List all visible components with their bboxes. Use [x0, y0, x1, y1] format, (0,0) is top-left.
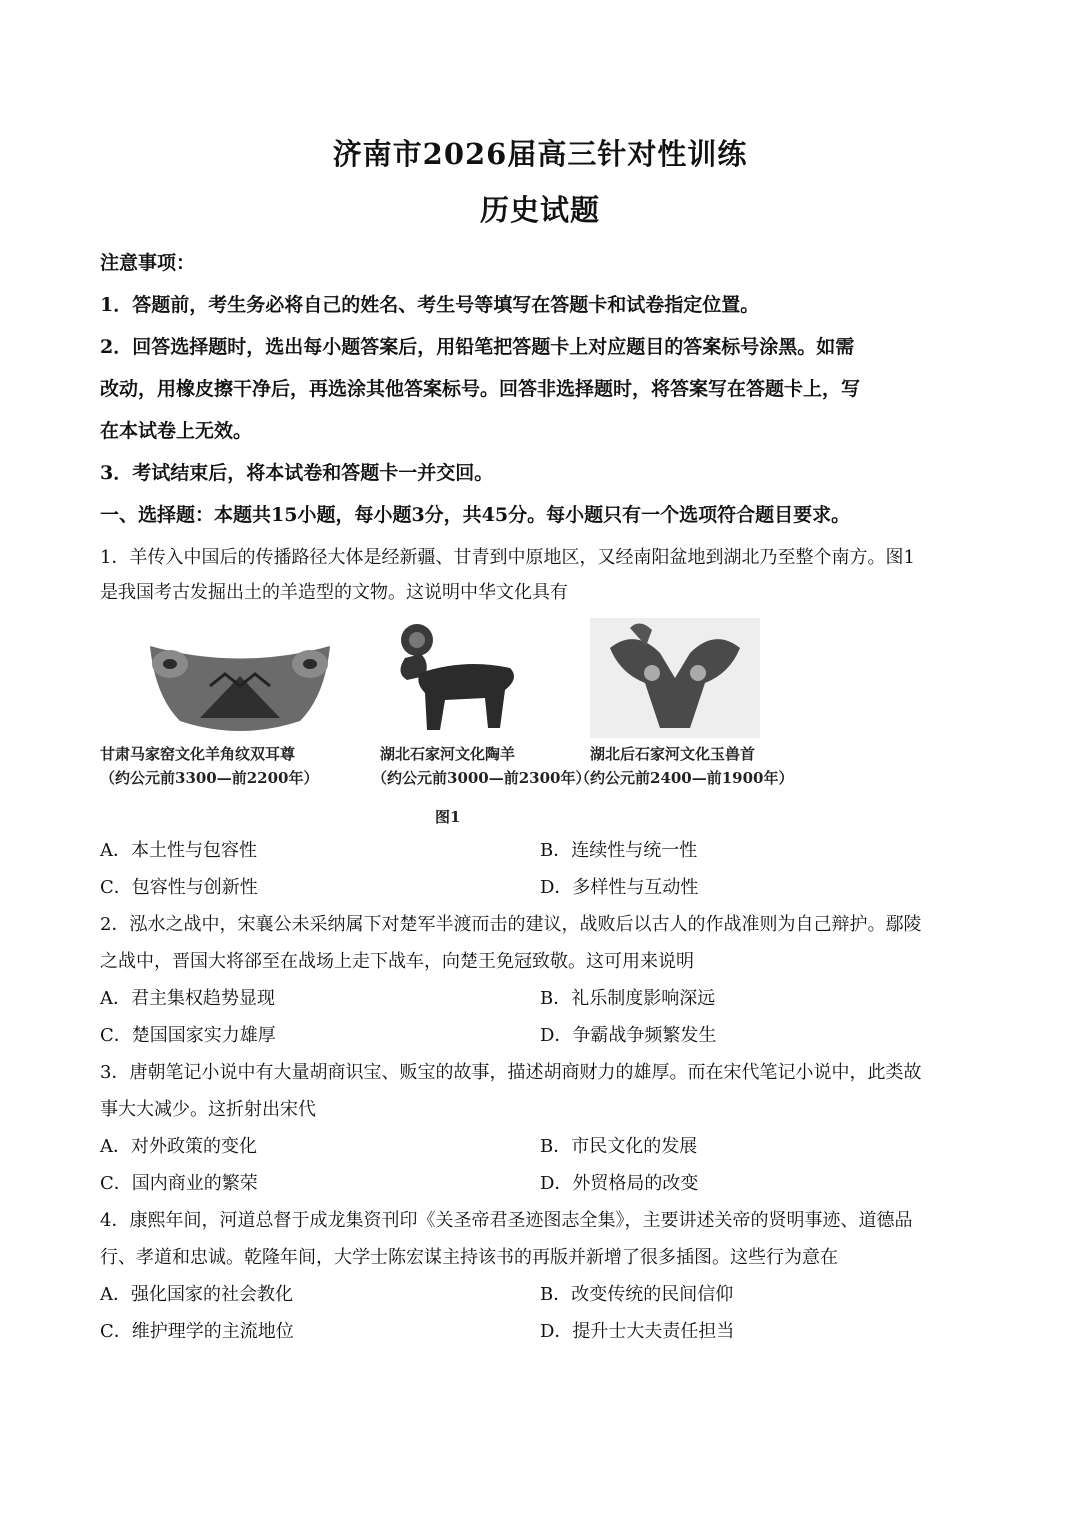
clay-sheep-image: [385, 618, 535, 736]
figure-caption-3: 湖北后石家河文化玉兽首: [590, 745, 756, 763]
q3-stem-line-2: 事大大减少。这折射出宋代: [100, 1099, 316, 1120]
q2-stem-line-2: 之战中，晋国大将郤至在战场上走下战车，向楚王免冠致敬。这可用来说明: [100, 951, 694, 972]
q1-stem-line-2: 是我国考古发掘出土的羊造型的文物。这说明中华文化具有: [100, 582, 568, 603]
jar-artifact-image: [140, 626, 340, 736]
q1-option-d[interactable]: D．多样性与互动性: [540, 877, 699, 898]
q2-option-d[interactable]: D．争霸战争频繁发生: [540, 1025, 717, 1046]
q3-option-b[interactable]: B．市民文化的发展: [540, 1136, 698, 1157]
figure-caption-1-date: （约公元前3300—前2200年）: [100, 769, 319, 787]
q3-option-c[interactable]: C．国内商业的繁荣: [100, 1173, 258, 1194]
q4-stem-line-1: 4．康熙年间，河道总督于成龙集资刊印《关圣帝君圣迹图志全集》，主要讲述关帝的贤明事迹、道德品: [100, 1210, 913, 1231]
figure-caption-1: 甘肃马家窑文化羊角纹双耳尊: [100, 745, 296, 763]
notice-item-2-cont: 改动，用橡皮擦干净后，再选涂其他答案标号。回答非选择题时，将答案写在答题卡上，写: [100, 378, 861, 400]
jade-beast-head-image: [590, 618, 760, 738]
q1-stem-line-1: 1．羊传入中国后的传播路径大体是经新疆、甘青到中原地区，又经南阳盆地到湖北乃至整个南方。图1: [100, 547, 915, 568]
notice-item-2-end: 在本试卷上无效。: [100, 420, 253, 442]
q4-option-a[interactable]: A．强化国家的社会教化: [100, 1284, 293, 1305]
exam-title: 济南市2026届高三针对性训练: [332, 137, 748, 171]
q3-stem-line-1: 3．唐朝笔记小说中有大量胡商识宝、贩宝的故事，描述胡商财力的雄厚。而在宋代笔记小说中，此类故: [100, 1062, 922, 1083]
figure-caption-3-date: （约公元前2400—前1900年）: [575, 769, 794, 787]
exam-subject: 历史试题: [479, 193, 600, 227]
q1-option-a[interactable]: A．本土性与包容性: [100, 840, 257, 861]
figure-caption-2-date: （约公元前3000—前2300年）: [372, 769, 591, 787]
figure-label: 图1: [435, 808, 461, 826]
q1-option-b[interactable]: B．连续性与统一性: [540, 840, 698, 861]
q2-option-c[interactable]: C．楚国国家实力雄厚: [100, 1025, 276, 1046]
q1-option-c[interactable]: C．包容性与创新性: [100, 877, 258, 898]
q4-option-c[interactable]: C．维护理学的主流地位: [100, 1321, 294, 1342]
q4-option-b[interactable]: B．改变传统的民间信仰: [540, 1284, 734, 1305]
section-heading: 一、选择题：本题共15小题，每小题3分，共45分。每小题只有一个选项符合题目要求。: [100, 504, 851, 526]
q4-stem-line-2: 行、孝道和忠诚。乾隆年间，大学士陈宏谋主持该书的再版并新增了很多插图。这些行为意在: [100, 1247, 838, 1268]
notice-item-2: 2．回答选择题时，选出每小题答案后，用铅笔把答题卡上对应题目的答案标号涂黑。如需: [100, 336, 855, 358]
notice-item-3: 3．考试结束后，将本试卷和答题卡一并交回。: [100, 462, 494, 484]
q2-stem-line-1: 2．泓水之战中，宋襄公未采纳属下对楚军半渡而击的建议，战败后以古人的作战准则为自己辩护。鄢陵: [100, 914, 922, 935]
q2-option-b[interactable]: B．礼乐制度影响深远: [540, 988, 716, 1009]
figure-1: [100, 618, 794, 828]
notice-item-1: 1．答题前，考生务必将自己的姓名、考生号等填写在答题卡和试卷指定位置。: [100, 294, 760, 316]
figure-caption-2: 湖北石家河文化陶羊: [380, 745, 516, 763]
q3-option-a[interactable]: A．对外政策的变化: [100, 1136, 257, 1157]
q3-option-d[interactable]: D．外贸格局的改变: [540, 1173, 699, 1194]
q4-option-d[interactable]: D．提升士大夫责任担当: [540, 1321, 735, 1342]
notice-heading: 注意事项：: [100, 252, 196, 274]
q2-option-a[interactable]: A．君主集权趋势显现: [100, 988, 275, 1009]
